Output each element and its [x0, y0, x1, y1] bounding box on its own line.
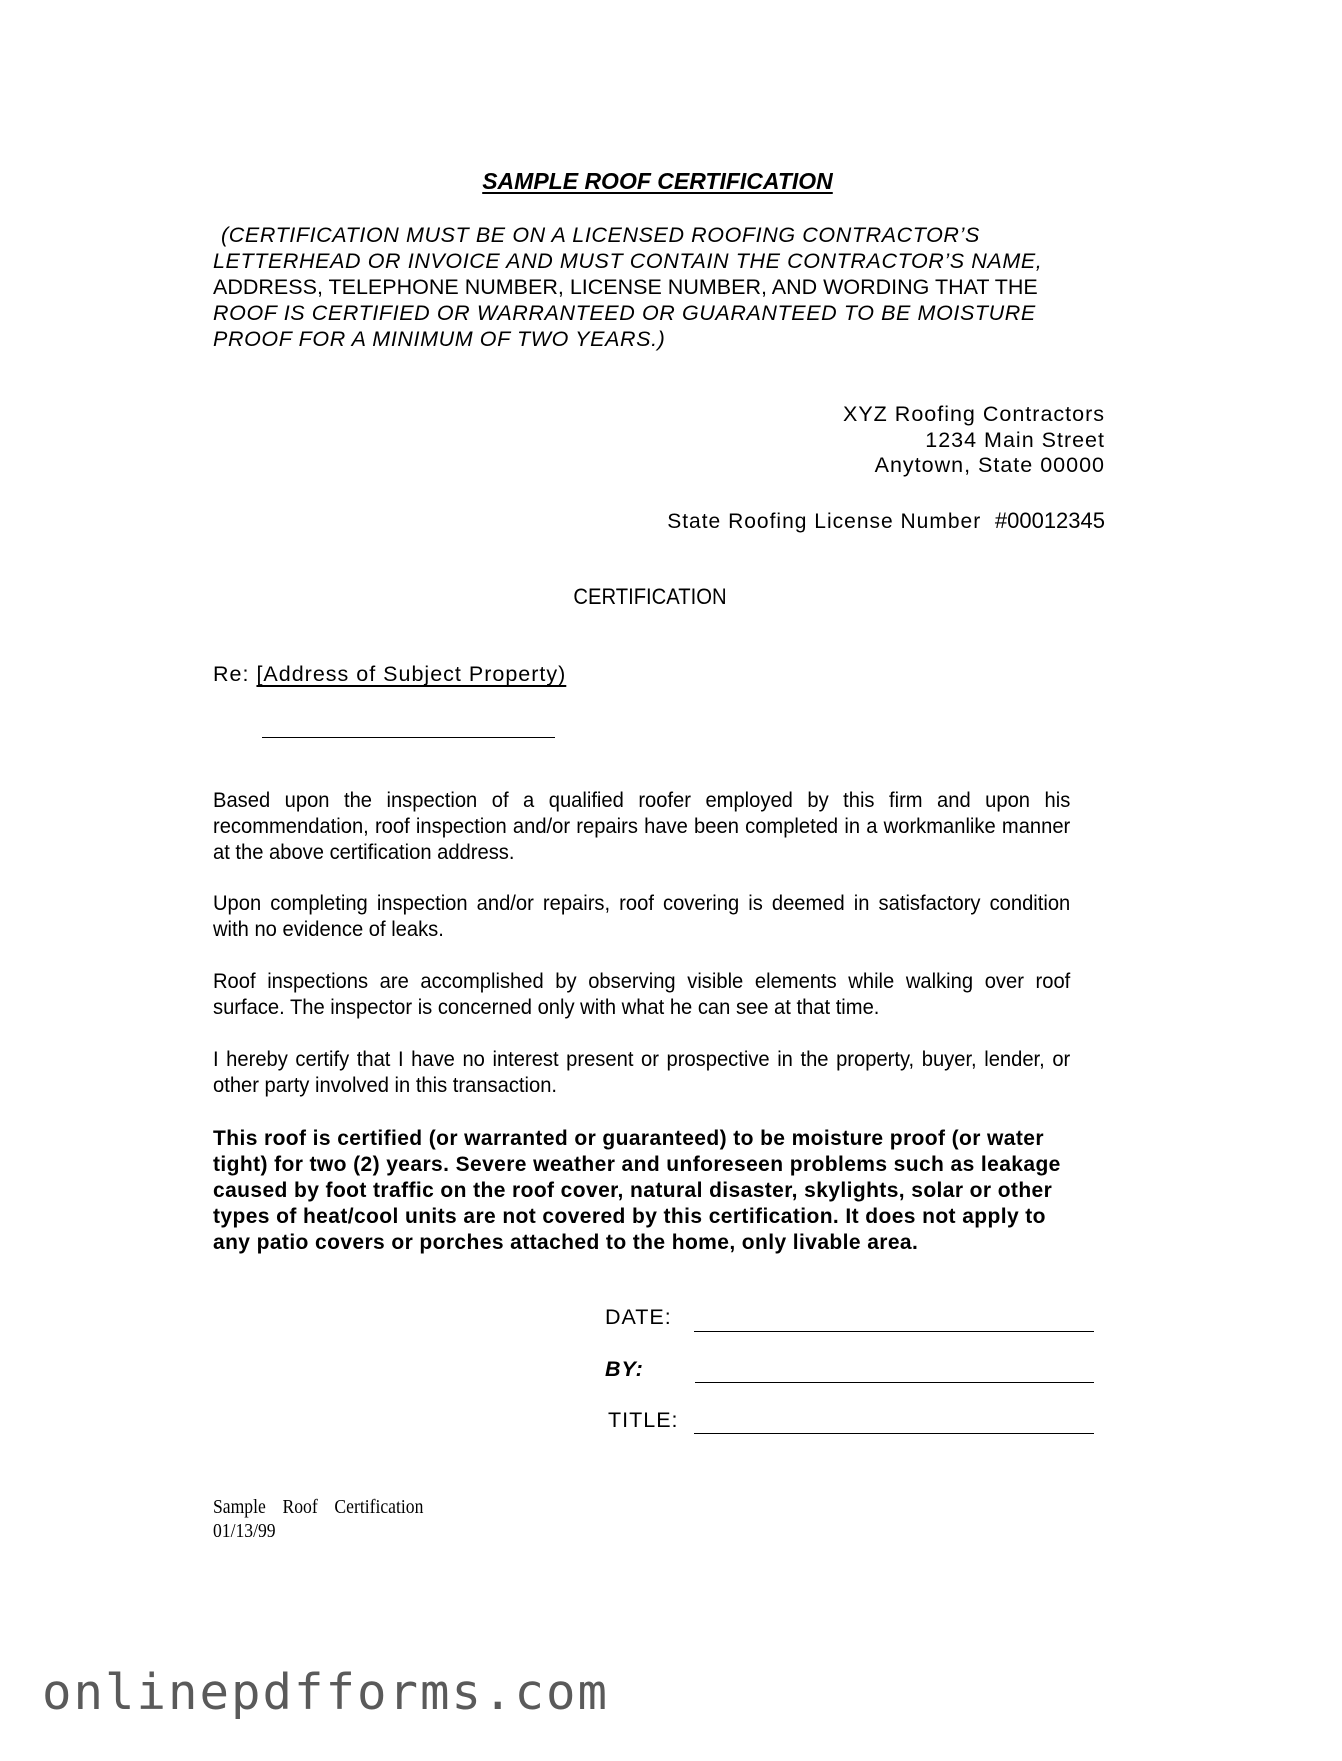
paragraph-method: Roof inspections are accomplished by observing visible elements while walking over roof surface. The inspector is concerned only with what he can see at that time. [213, 970, 1071, 1019]
license-row [667, 508, 1105, 534]
date-signature-line[interactable] [694, 1331, 1094, 1332]
license-number: #00012345 [994, 508, 1105, 533]
re-label: Re: [213, 662, 250, 686]
date-label: DATE: [605, 1305, 672, 1329]
contractor-name: XYZ Roofing Contractors [843, 402, 1105, 426]
instructions-line: LETTERHEAD OR INVOICE AND MUST CONTAIN THE CONTRACTOR’S NAME, [213, 249, 1043, 273]
paragraph-no-interest: I hereby certify that I have no interest present or prospective in the property, buyer, lender, or other party involved in this transaction. [213, 1048, 1071, 1097]
instructions-line: (CERTIFICATION MUST BE ON A LICENSED ROOFING CONTRACTOR’S [221, 223, 980, 247]
warranty-line: any patio covers or porches attached to the home, only livable area. [213, 1231, 919, 1254]
by-signature-line[interactable] [695, 1382, 1094, 1383]
paragraph-condition: Upon completing inspection and/or repairs, roof covering is deemed in satisfactory condition with no evidence of leaks. [213, 892, 1071, 941]
property-address-blank-line[interactable] [262, 737, 555, 738]
document-title: SAMPLE ROOF CERTIFICATION [482, 168, 833, 194]
contractor-city-state: Anytown, State 00000 [874, 453, 1105, 477]
instructions-block [213, 222, 1103, 352]
contractor-street: 1234 Main Street [925, 428, 1105, 452]
instructions-line: ADDRESS, TELEPHONE NUMBER, LICENSE NUMBER, AND WORDING THAT THE [213, 275, 1038, 299]
instructions-line: ROOF IS CERTIFIED OR WARRANTEED OR GUARANTEED TO BE MOISTURE [213, 301, 1036, 325]
title-signature-line[interactable] [694, 1433, 1094, 1434]
title-label: TITLE: [608, 1408, 679, 1432]
footer-date: 01/13/99 [213, 1520, 276, 1542]
re-line [213, 662, 566, 687]
warranty-line: types of heat/cool units are not covered by this certification. It does not apply to [213, 1205, 1046, 1228]
paragraph-inspection: Based upon the inspection of a qualified roofer employed by this firm and upon his recommendation, roof inspection and/or repairs have been completed in a workmanlike manner at the above certification address. [213, 789, 1071, 864]
watermark-text: onlinepdfforms.com [42, 1664, 610, 1721]
license-label: State Roofing License Number [667, 510, 982, 533]
instructions-line: PROOF FOR A MINIMUM OF TWO YEARS.) [213, 327, 666, 351]
footer-form-name: Sample Roof Certification [213, 1496, 424, 1518]
re-property-address: [Address of Subject Property) [256, 662, 567, 686]
warranty-line: caused by foot traffic on the roof cover, natural disaster, skylights, solar or other [213, 1179, 1053, 1202]
by-label: BY: [605, 1357, 644, 1381]
certification-heading: CERTIFICATION [573, 584, 727, 609]
footer [213, 1495, 423, 1543]
warranty-line: tight) for two (2) years. Severe weather and unforeseen problems such as leakage [213, 1153, 1061, 1176]
paragraph-warranty [213, 1126, 1103, 1256]
warranty-line: This roof is certified (or warranted or guaranteed) to be moisture proof (or water [213, 1127, 1044, 1150]
